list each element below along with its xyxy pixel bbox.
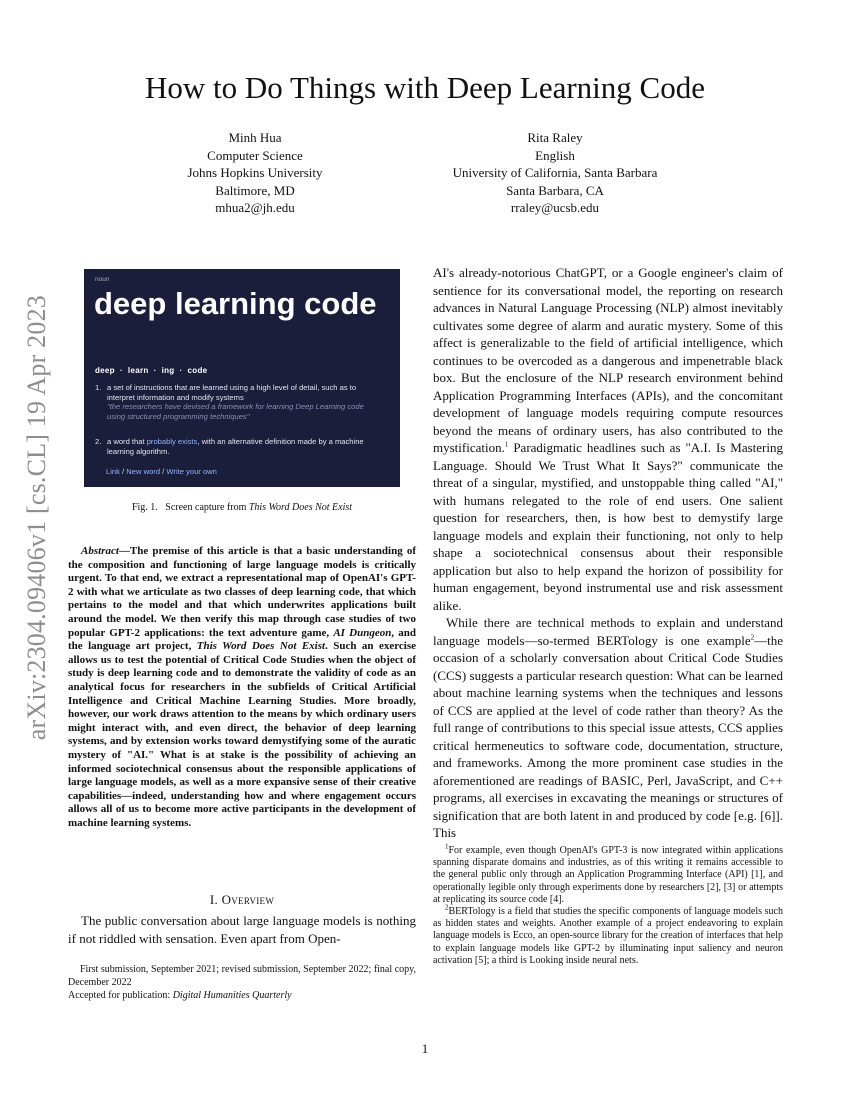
paragraph-text: Paradigmatic headlines such as "A.I. Is Mastering Language. Should We Trust What It Says?" communicate the threat of a singular, mystified, and unstoppable thing called "AI," with humans relegated to the role of end users. One salient question for researchers, then, is how best to demystify large language models and explain their functioning, not only to help shape a sociotechnical consensus about their responsible application but also to help expand the horizon of possibility for human engagement, beyond instrumental use and risk assessment alike. [433, 440, 783, 613]
abstract-italic-title: AI Dungeon [333, 626, 392, 639]
author-email[interactable]: rraley@ucsb.edu [510, 200, 600, 215]
author-location: Baltimore, MD [215, 182, 295, 198]
body-paragraph [433, 614, 783, 842]
footnote-ref-1[interactable]: 1 [504, 440, 509, 449]
page-number: 1 [421, 1041, 429, 1056]
figure-links [106, 467, 217, 476]
footnotes [433, 842, 783, 967]
link-link[interactable]: Link [106, 467, 120, 476]
figure-part-of-speech: noun [95, 276, 110, 283]
paper-title: How to Do Things with Deep Learning Code [145, 70, 705, 105]
author-affiliation: Johns Hopkins University [187, 165, 323, 180]
figure-caption [84, 502, 400, 513]
body-paragraph [433, 264, 783, 614]
abstract-text: . Such an exercise allows us to test the potential of Critical Code Studies when the object of study is deep learning code and to demonstrate the validity of code as an analytical focus for researchers in the subfields of Critical Artificial Intelligence and Critical Machine Learning Studies. More broadly, however, our work draws attention to the means by which ordinary users might interact with, and even direct, the behavior of deep learning systems, and by extension works toward demystifying some of the auratic mystery of "AI." What is at stake is the possibility of achieving an informed sociotechnical consensus about the responsible applications of large language models, as well as a more expansive sense of their creative capabilities—indeed, understanding how and where engagement occurs allows all of us to become more active participants in the development of machine learning systems. [68, 640, 417, 829]
author-name: Minh Hua [228, 130, 282, 145]
probably-exists-link[interactable]: probably exists [146, 437, 198, 446]
definition-example: "the researchers have devised a framework for learning Deep Learning code using structured programming techniques" [107, 402, 364, 421]
footnote-ref-2[interactable]: 2 [750, 633, 755, 642]
abstract-italic-title: This Word Does Not Exist [196, 640, 326, 653]
paragraph-text: —the occasion of a scholarly conversation about Critical Code Studies (CCS) suggests a particular research question: What can be learned about machine learning systems when the techniques and lessons of CCS are applied at the level of code rather than theory? As the full range of contributions to this special issue attests, CCS applies critical hermeneutics to software code, documentation, structure, and frameworks. Among the more prominent case studies in the aforementioned are readings of BASIC, Perl, JavaScript, and C++ programs, all exercises in excavating the meanings or structures of signification that are both latent in and produced by code [e.g. [6]]. This [433, 632, 783, 840]
acceptance-note [68, 989, 416, 1002]
acceptance-prefix: Accepted for publication: [68, 990, 173, 1001]
paragraph-text: AI's already-notorious ChatGPT, or a Google engineer's claim of sentience for its conversational model, the reporting on research advances in Natural Language Processing (NLP) almost inevitably cultivates some degree of alarm and auratic mystery. Some of this affect is generalizable to the field of artificial intelligence, which continues to be overcoded as a dangerous and impenetrable black box. But the enclosure of the NLP research environment behind Application Programming Interfaces (APIs), and the concomitant development of language models requiring compute resources beyond the means of ordinary users, has also contributed to the mystification. [433, 265, 783, 455]
author-block-2 [420, 129, 690, 217]
definition-number: 2. [95, 437, 102, 446]
author-location: Santa Barbara, CA [506, 182, 604, 198]
definition-text: , with an alternative definition made by a machine learning algorithm. [107, 437, 364, 456]
abstract-text: , and the language art project, [68, 626, 416, 653]
figure-screen-capture [84, 269, 400, 487]
figure-syllables: deep · learn · ing · code [95, 366, 208, 375]
paragraph-text: While there are technical methods to explain and understand language models—so-termed BERTology is one example [433, 615, 783, 648]
author-block-1 [155, 129, 355, 217]
author-affiliation: English [535, 147, 575, 163]
submission-footnote [68, 963, 416, 1002]
overview-paragraph: The public conversation about large language models is nothing if not riddled with sensation. Even apart from Open- [68, 913, 416, 946]
arxiv-stamp: arXiv:2304.09406v1 [cs.CL] 19 Apr 2023 [22, 295, 51, 741]
footnote-mark: 1 [445, 842, 449, 851]
footnote-text: BERTology is a field that studies the specific components of language models such as hidden states and weights. Another example of a project endeavoring to explain language models is Ecco, an open-source library for the creation of interfaces that help to explain language models like GPT-2 by illuminating input saliency and neuron activation [5]; a third is Looking inside neural nets. [433, 906, 783, 966]
new-word-link[interactable]: New word [126, 467, 161, 476]
footnote-mark: 2 [445, 903, 449, 912]
footnote-2 [433, 903, 783, 967]
right-column [433, 264, 783, 842]
abstract-dash: — [118, 545, 130, 557]
link-separator: / [160, 467, 167, 476]
figure-definition-2 [95, 437, 390, 456]
section-heading: I. Overview [209, 892, 275, 907]
definition-text: a word that [107, 437, 147, 446]
definition-text: a set of instructions that are learned using a high level of detail, such as to interpret information and modify systems [107, 383, 357, 402]
caption-source: This Word Does Not Exist [248, 502, 353, 513]
caption-prefix: Fig. 1. Screen capture from [131, 502, 249, 513]
author-email[interactable]: mhua2@jh.edu [215, 200, 295, 215]
footnote-1 [433, 842, 783, 906]
author-name: Rita Raley [527, 130, 583, 145]
journal-name: Digital Humanities Quarterly [172, 990, 292, 1001]
author-affiliation: University of California, Santa Barbara [452, 165, 658, 180]
figure-definition-1 [95, 383, 390, 421]
footnote-text: For example, even though OpenAI's GPT-3 is now integrated within applications spanning disparate domains and industries, as of this writing it remains accessible to the general public only through an Application Programming Interface (API) [1], and operationally legible only through experiments done by researchers [2], [3] or attempts at replicating its source code [4]. [433, 845, 783, 905]
link-separator: / [119, 467, 127, 476]
definition-number: 1. [95, 383, 102, 392]
write-your-own-link[interactable]: Write your own [166, 467, 217, 476]
abstract [68, 545, 416, 830]
abstract-text: The premise of this article is that a basic understanding of the composition and functioning of large language models is critically urgent. To that end, we extract a representational map of OpenAI's GPT-2 with what we articulate as two classes of deep learning code, that which pertains to the model and that which underwrites applications built around the model. We then verify this map through case studies of two popular GPT-2 applications: the text adventure game, [68, 545, 416, 639]
submission-dates: First submission, September 2021; revised submission, September 2022; final copy, December 2022 [68, 964, 416, 988]
figure-headword: deep learning code [94, 286, 377, 321]
author-affiliation: Computer Science [207, 147, 303, 163]
abstract-heading: Abstract [81, 545, 119, 557]
